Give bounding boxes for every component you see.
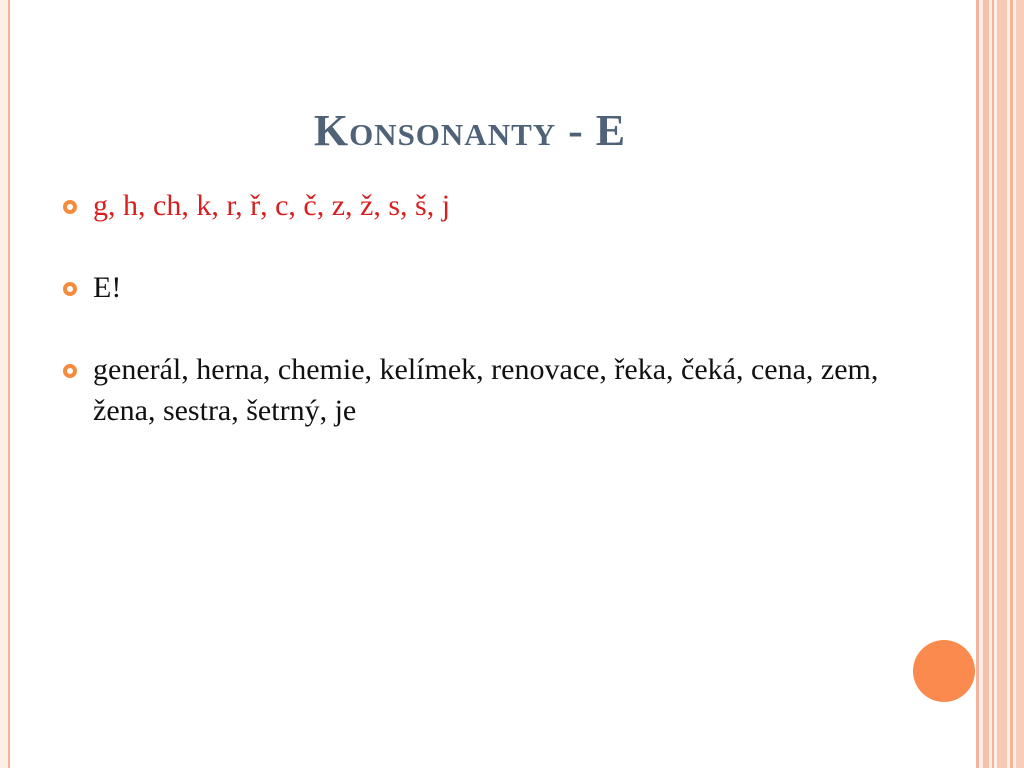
bullet-ring-icon: [63, 364, 77, 378]
bullet-ring-icon: [63, 282, 77, 296]
decorative-stripe: [992, 0, 994, 768]
bullet-item-consonants: [60, 185, 890, 226]
decorative-stripe: [983, 0, 989, 768]
decorative-stripe: [1016, 0, 1024, 768]
decorative-stripe: [1010, 0, 1013, 768]
decorative-stripe: [976, 0, 979, 768]
bullet-text: E!: [93, 271, 122, 304]
bullet-text: g, h, ch, k, r, ř, c, č, z, ž, s, š, j: [93, 189, 451, 222]
decorative-circle: [913, 640, 975, 702]
bullet-list: [60, 185, 890, 472]
bullet-item-examples: [60, 349, 890, 431]
bullet-text: generál, herna, chemie, kelímek, renovace, řeka, čeká, cena, zem, žena, sestra, šetrný, je: [93, 353, 879, 427]
decorative-stripe: [997, 0, 1007, 768]
bullet-ring-icon: [63, 200, 77, 214]
slide-title: Konsonanty - E: [313, 106, 627, 155]
bullet-item-e: [60, 267, 890, 308]
